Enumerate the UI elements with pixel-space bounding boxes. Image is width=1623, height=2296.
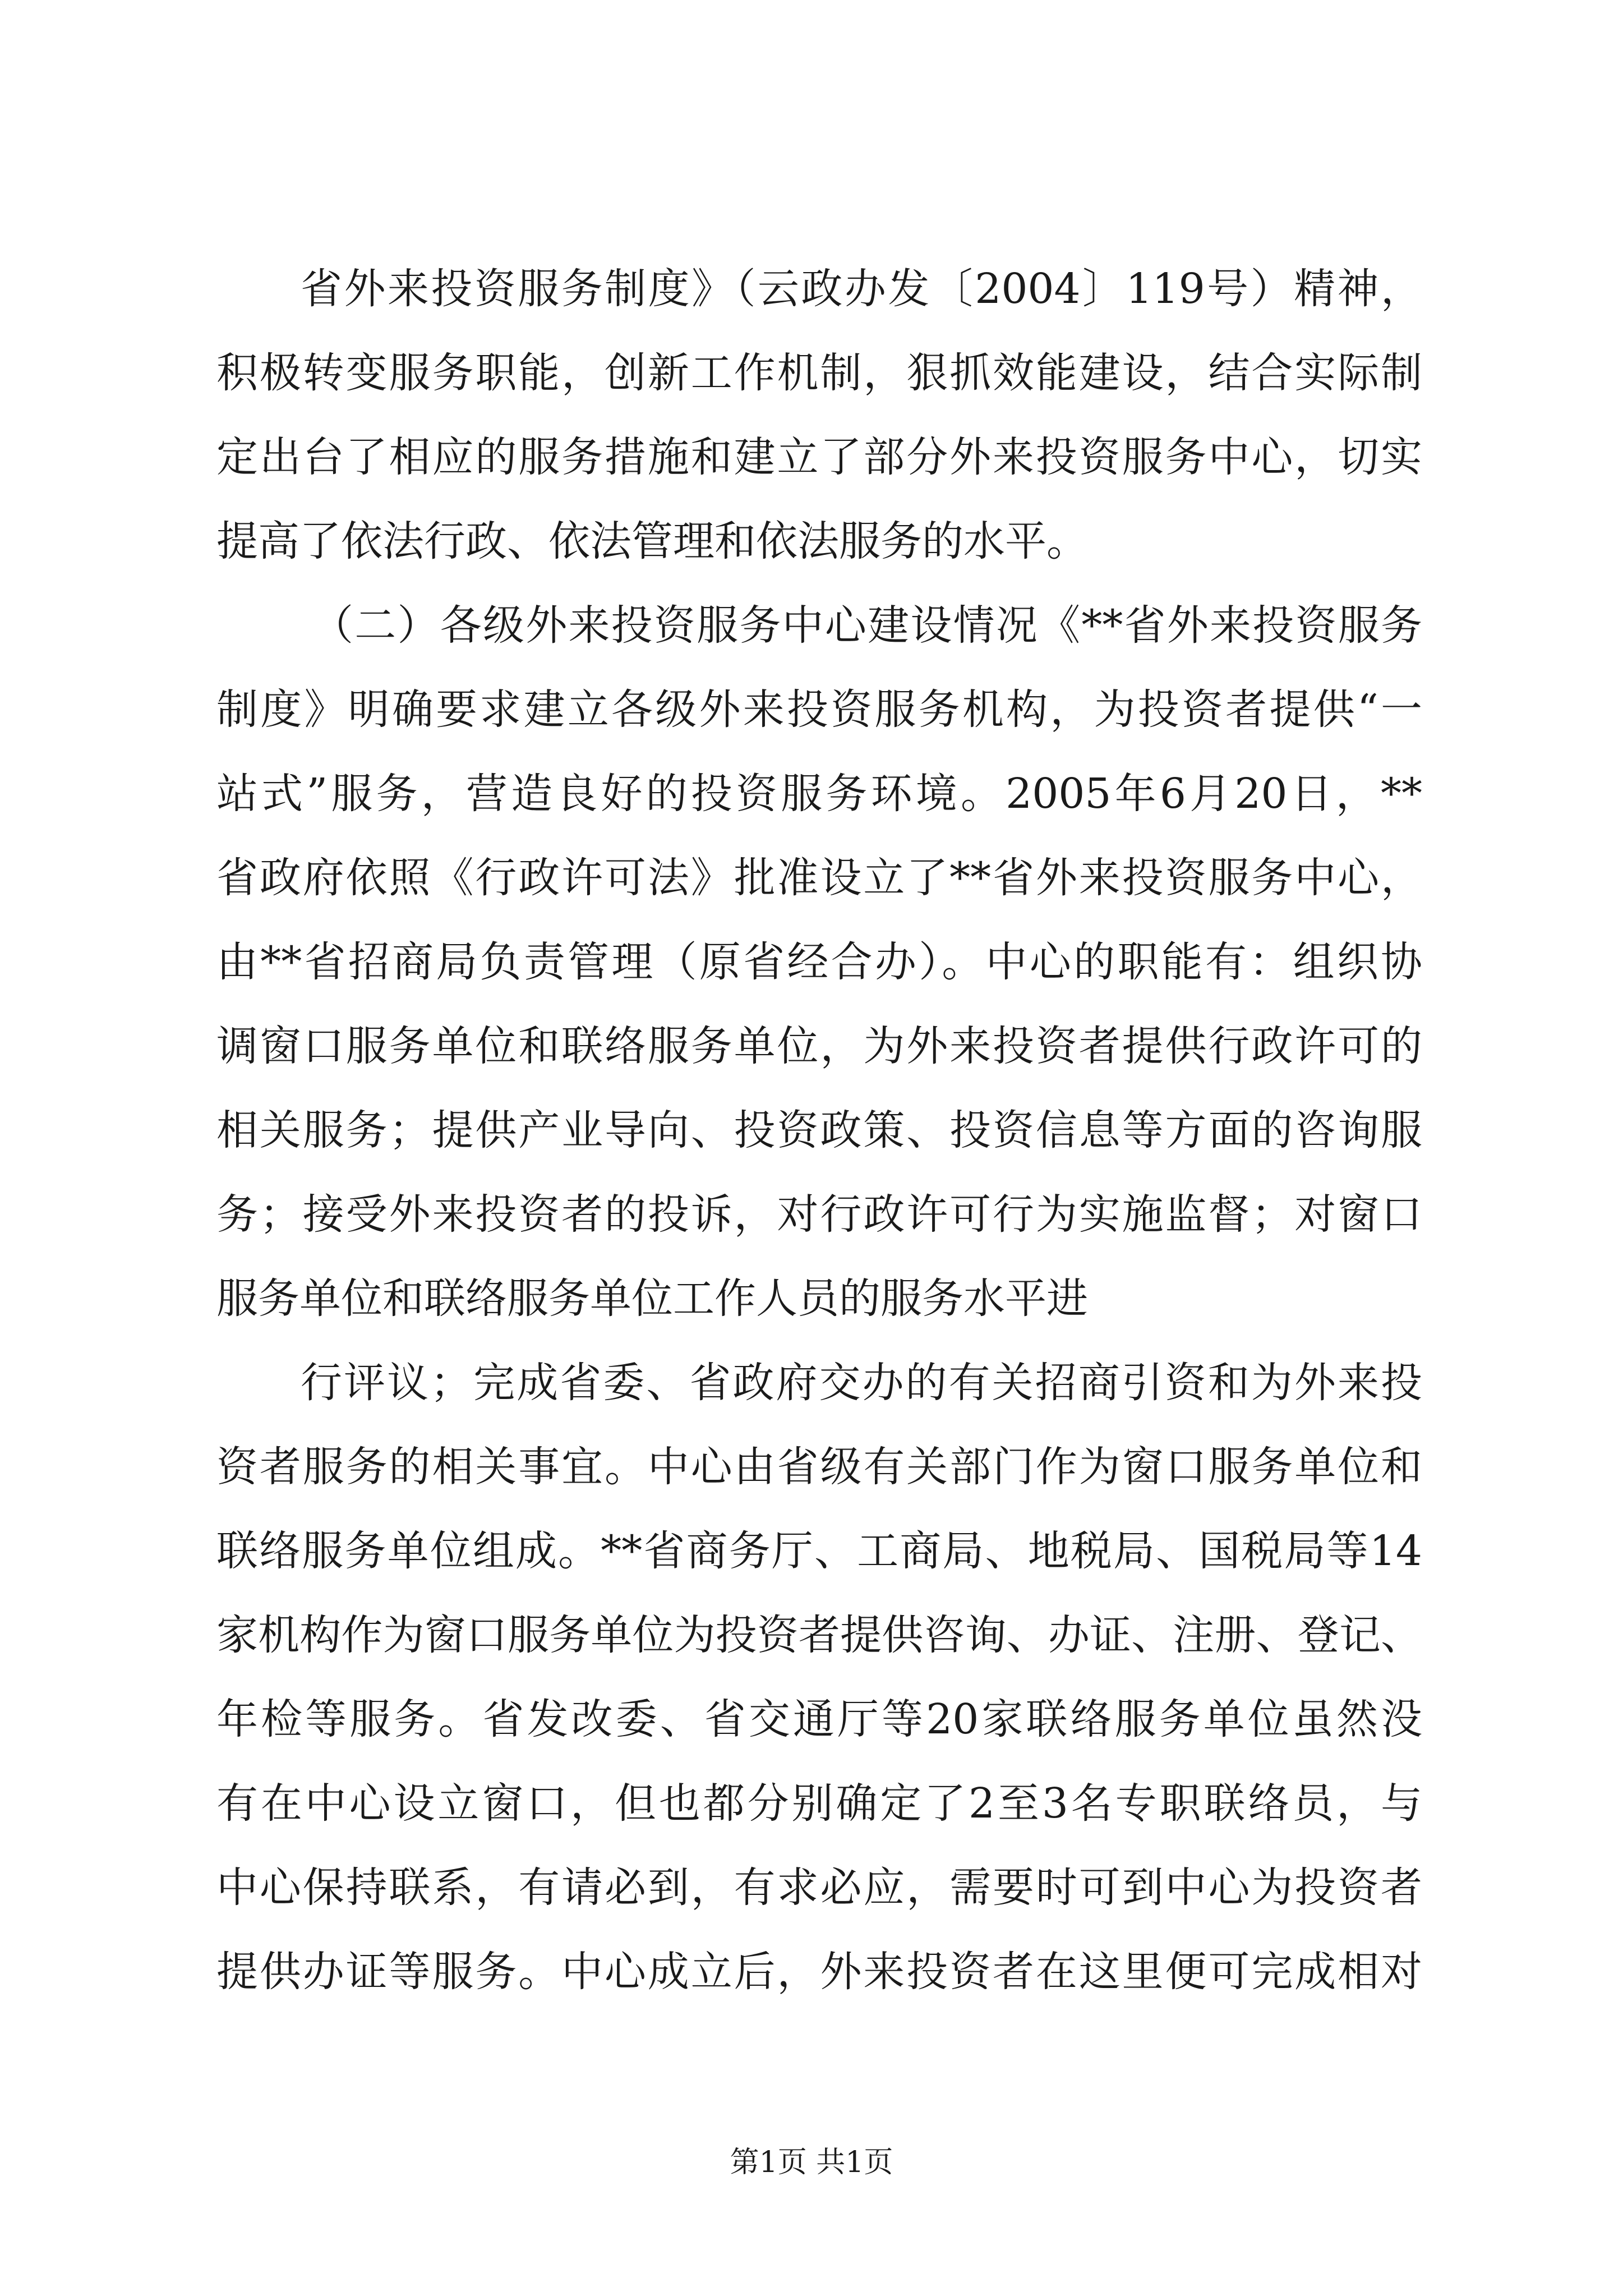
page-number-footer: 第1页 共1页 <box>730 2146 893 2179</box>
text-line: 服务单位和联络服务单位工作人员的服务水平进 <box>216 1274 1088 1323</box>
text-line: 相关服务；提供产业导向、投资政策、投资信息等方面的咨询服 <box>216 1106 1422 1154</box>
text-line: 调窗口服务单位和联络服务单位，为外来投资者提供行政许可的 <box>216 1022 1422 1070</box>
text-line: 提高了依法行政、依法管理和依法服务的水平。 <box>216 517 1088 565</box>
text-line: 提供办证等服务。中心成立后，外来投资者在这里便可完成相对 <box>216 1948 1422 1996</box>
section-heading-line: （二）各级外来投资服务中心建设情况《**省外来投资服务 <box>312 601 1422 650</box>
text-line: 家机构作为窗口服务单位为投资者提供咨询、办证、注册、登记、 <box>216 1611 1422 1659</box>
text-line: 积极转变服务职能，创新工作机制，狠抓效能建设，结合实际制 <box>216 349 1422 397</box>
text-line: 资者服务的相关事宜。中心由省级有关部门作为窗口服务单位和 <box>216 1443 1422 1491</box>
text-line: 站式”服务，营造良好的投资服务环境。2005年6月20日，** <box>216 770 1422 818</box>
text-line: 省政府依照《行政许可法》批准设立了**省外来投资服务中心， <box>216 854 1422 902</box>
text-line: 年检等服务。省发改委、省交通厅等20家联络服务单位虽然没 <box>216 1695 1422 1743</box>
text-line: 联络服务单位组成。**省商务厅、工商局、地税局、国税局等14 <box>216 1527 1422 1575</box>
text-line: 省外来投资服务制度》（云政办发〔2004〕119号）精神， <box>301 265 1422 313</box>
text-line: 务；接受外来投资者的投诉，对行政许可行为实施监督；对窗口 <box>216 1190 1422 1239</box>
text-line: 制度》明确要求建立各级外来投资服务机构，为投资者提供“一 <box>216 685 1422 734</box>
text-line: 行评议；完成省委、省政府交办的有关招商引资和为外来投 <box>301 1359 1422 1407</box>
text-line: 由**省招商局负责管理（原省经合办）。中心的职能有：组织协 <box>216 938 1422 986</box>
text-line: 定出台了相应的服务措施和建立了部分外来投资服务中心，切实 <box>216 433 1422 481</box>
text-line: 中心保持联系，有请必到，有求必应，需要时可到中心为投资者 <box>216 1864 1422 1912</box>
document-body <box>216 247 1422 2014</box>
text-line: 有在中心设立窗口，但也都分别确定了2至3名专职联络员，与 <box>216 1779 1422 1828</box>
